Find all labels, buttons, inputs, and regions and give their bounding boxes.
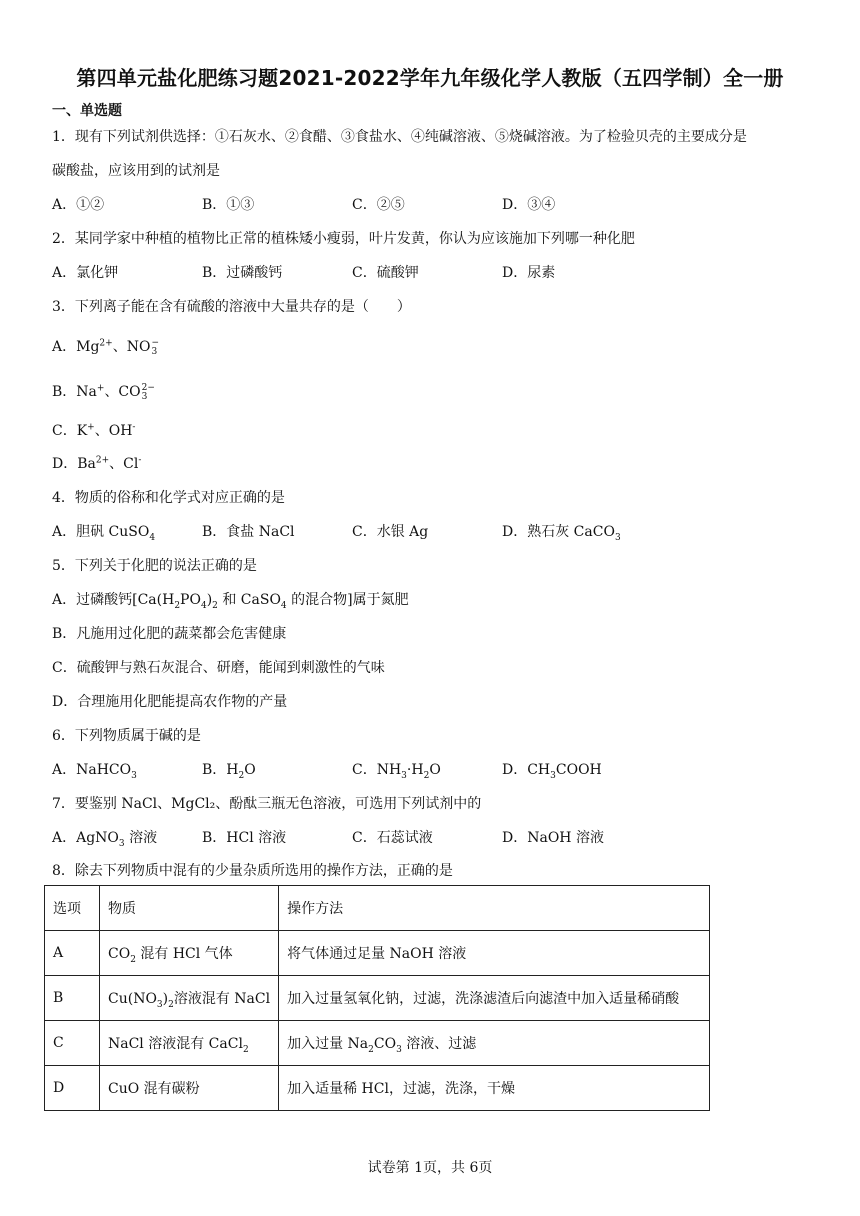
table-cell-method: 加入适量稀 HCl，过滤，洗涤，干燥 <box>279 1066 710 1111</box>
page-footer: 试卷第 1页，共 6页 <box>367 1160 493 1176</box>
table-cell-substance: CuO 混有碳粉 <box>100 1066 279 1111</box>
q2-option-d: D．尿素 <box>502 265 556 281</box>
question-1-stem-cont: 碳酸盐，应该用到的试剂是 <box>52 163 220 179</box>
q4-option-d: D．熟石灰 CaCO$_3$ <box>502 524 621 543</box>
page-title: 第四单元盐化肥练习题2021-2022学年九年级化学人教版（五四学制）全一册 <box>76 66 784 90</box>
question-2-stem: 2．某同学家中种植的植物比正常的植株矮小瘦弱，叶片发黄，你认为应该施加下列哪一种化肥 <box>52 231 635 247</box>
table-cell-option: A <box>45 931 100 976</box>
q6-option-c: C．$NH_3\cdot H_2O$ <box>352 762 441 781</box>
q1-option-b: B．①③ <box>202 197 255 213</box>
table-row <box>45 931 710 976</box>
q4-option-a: A．胆矾 CuSO$_4$ <box>52 524 156 543</box>
q3-option-a: A．$Mg^{2+}$、NO − 3 <box>52 338 159 357</box>
q6-option-b: B．$H_2O$ <box>202 762 256 781</box>
q6-option-d: D．$CH_3COOH$ <box>502 762 602 781</box>
question-8-stem: 8．除去下列物质中混有的少量杂质所选用的操作方法，正确的是 <box>52 863 453 879</box>
question-6-stem: 6．下列物质属于碱的是 <box>52 728 201 744</box>
table-cell-substance: NaCl 溶液混有 CaCl$_2$ <box>100 1021 279 1066</box>
q3-option-b: B．Na+、CO 2− 3 <box>52 383 155 402</box>
q4-option-c: C．水银 Ag <box>352 524 429 540</box>
table-row <box>45 1021 710 1066</box>
table-cell-method: 将气体通过足量 NaOH 溶液 <box>279 931 710 976</box>
q3-option-d: D．$Ba^{2+}$、Cl- <box>52 455 142 472</box>
question-7-stem: 7．要鉴别 NaCl、MgCl₂、酚酞三瓶无色溶液，可选用下列试剂中的 <box>52 796 482 812</box>
table-header-cell: 选项 <box>45 886 100 931</box>
question-1-stem: 1．现有下列试剂供选择：①石灰水、②食醋、③食盐水、④纯碱溶液、⑤烧碱溶液。为了检验贝壳的主要成分是 <box>52 129 747 145</box>
question-5-stem: 5．下列关于化肥的说法正确的是 <box>52 558 257 574</box>
q1-option-a: A．①② <box>52 197 105 213</box>
q3-option-c: C．K+、OH- <box>52 422 136 439</box>
q5-option-a: A．过磷酸钙[$Ca(H_2PO_4)_2$ 和 CaSO$_4$ 的混合物]属于氮肥 <box>52 592 409 611</box>
q5-option-d: D．合理施用化肥能提高农作物的产量 <box>52 694 288 710</box>
q7-option-a: A．AgNO$_3$ 溶液 <box>52 830 158 849</box>
q1-option-d: D．③④ <box>502 197 556 213</box>
q7-option-d: D．NaOH 溶液 <box>502 830 604 846</box>
table-header-cell: 物质 <box>100 886 279 931</box>
q5-option-b: B．凡施用过化肥的蔬菜都会危害健康 <box>52 626 287 642</box>
table-header-cell: 操作方法 <box>279 886 710 931</box>
table-cell-method: 加入过量氢氧化钠，过滤，洗涤滤渣后向滤渣中加入适量稀硝酸 <box>279 976 710 1021</box>
table-row <box>45 1066 710 1111</box>
q4-option-b: B．食盐 NaCl <box>202 524 295 540</box>
q2-option-a: A．氯化钾 <box>52 265 119 281</box>
table-cell-substance: $Cu(NO_3)_2$溶液混有 NaCl <box>100 976 279 1021</box>
section-heading: 一、单选题 <box>52 103 122 119</box>
table-header-row <box>45 886 710 931</box>
q7-option-c: C．石蕊试液 <box>352 830 433 846</box>
q1-option-c: C．②⑤ <box>352 197 405 213</box>
table-cell-option: B <box>45 976 100 1021</box>
q7-option-b: B．HCl 溶液 <box>202 830 287 846</box>
q6-option-a: A．NaHCO$_3$ <box>52 762 137 781</box>
q5-option-c: C．硫酸钾与熟石灰混合、研磨，能闻到刺激性的气味 <box>52 660 385 676</box>
q2-option-b: B．过磷酸钙 <box>202 265 283 281</box>
question-8-table <box>44 885 710 1111</box>
table-cell-substance: $CO_2$ 混有 HCl 气体 <box>100 931 279 976</box>
q2-option-c: C．硫酸钾 <box>352 265 419 281</box>
question-4-stem: 4．物质的俗称和化学式对应正确的是 <box>52 490 285 506</box>
table-cell-option: C <box>45 1021 100 1066</box>
table-row <box>45 976 710 1021</box>
question-3-stem: 3．下列离子能在含有硫酸的溶液中大量共存的是（ ） <box>52 299 411 315</box>
table-cell-method: 加入过量 $Na_2CO_3$ 溶液、过滤 <box>279 1021 710 1066</box>
table-cell-option: D <box>45 1066 100 1111</box>
